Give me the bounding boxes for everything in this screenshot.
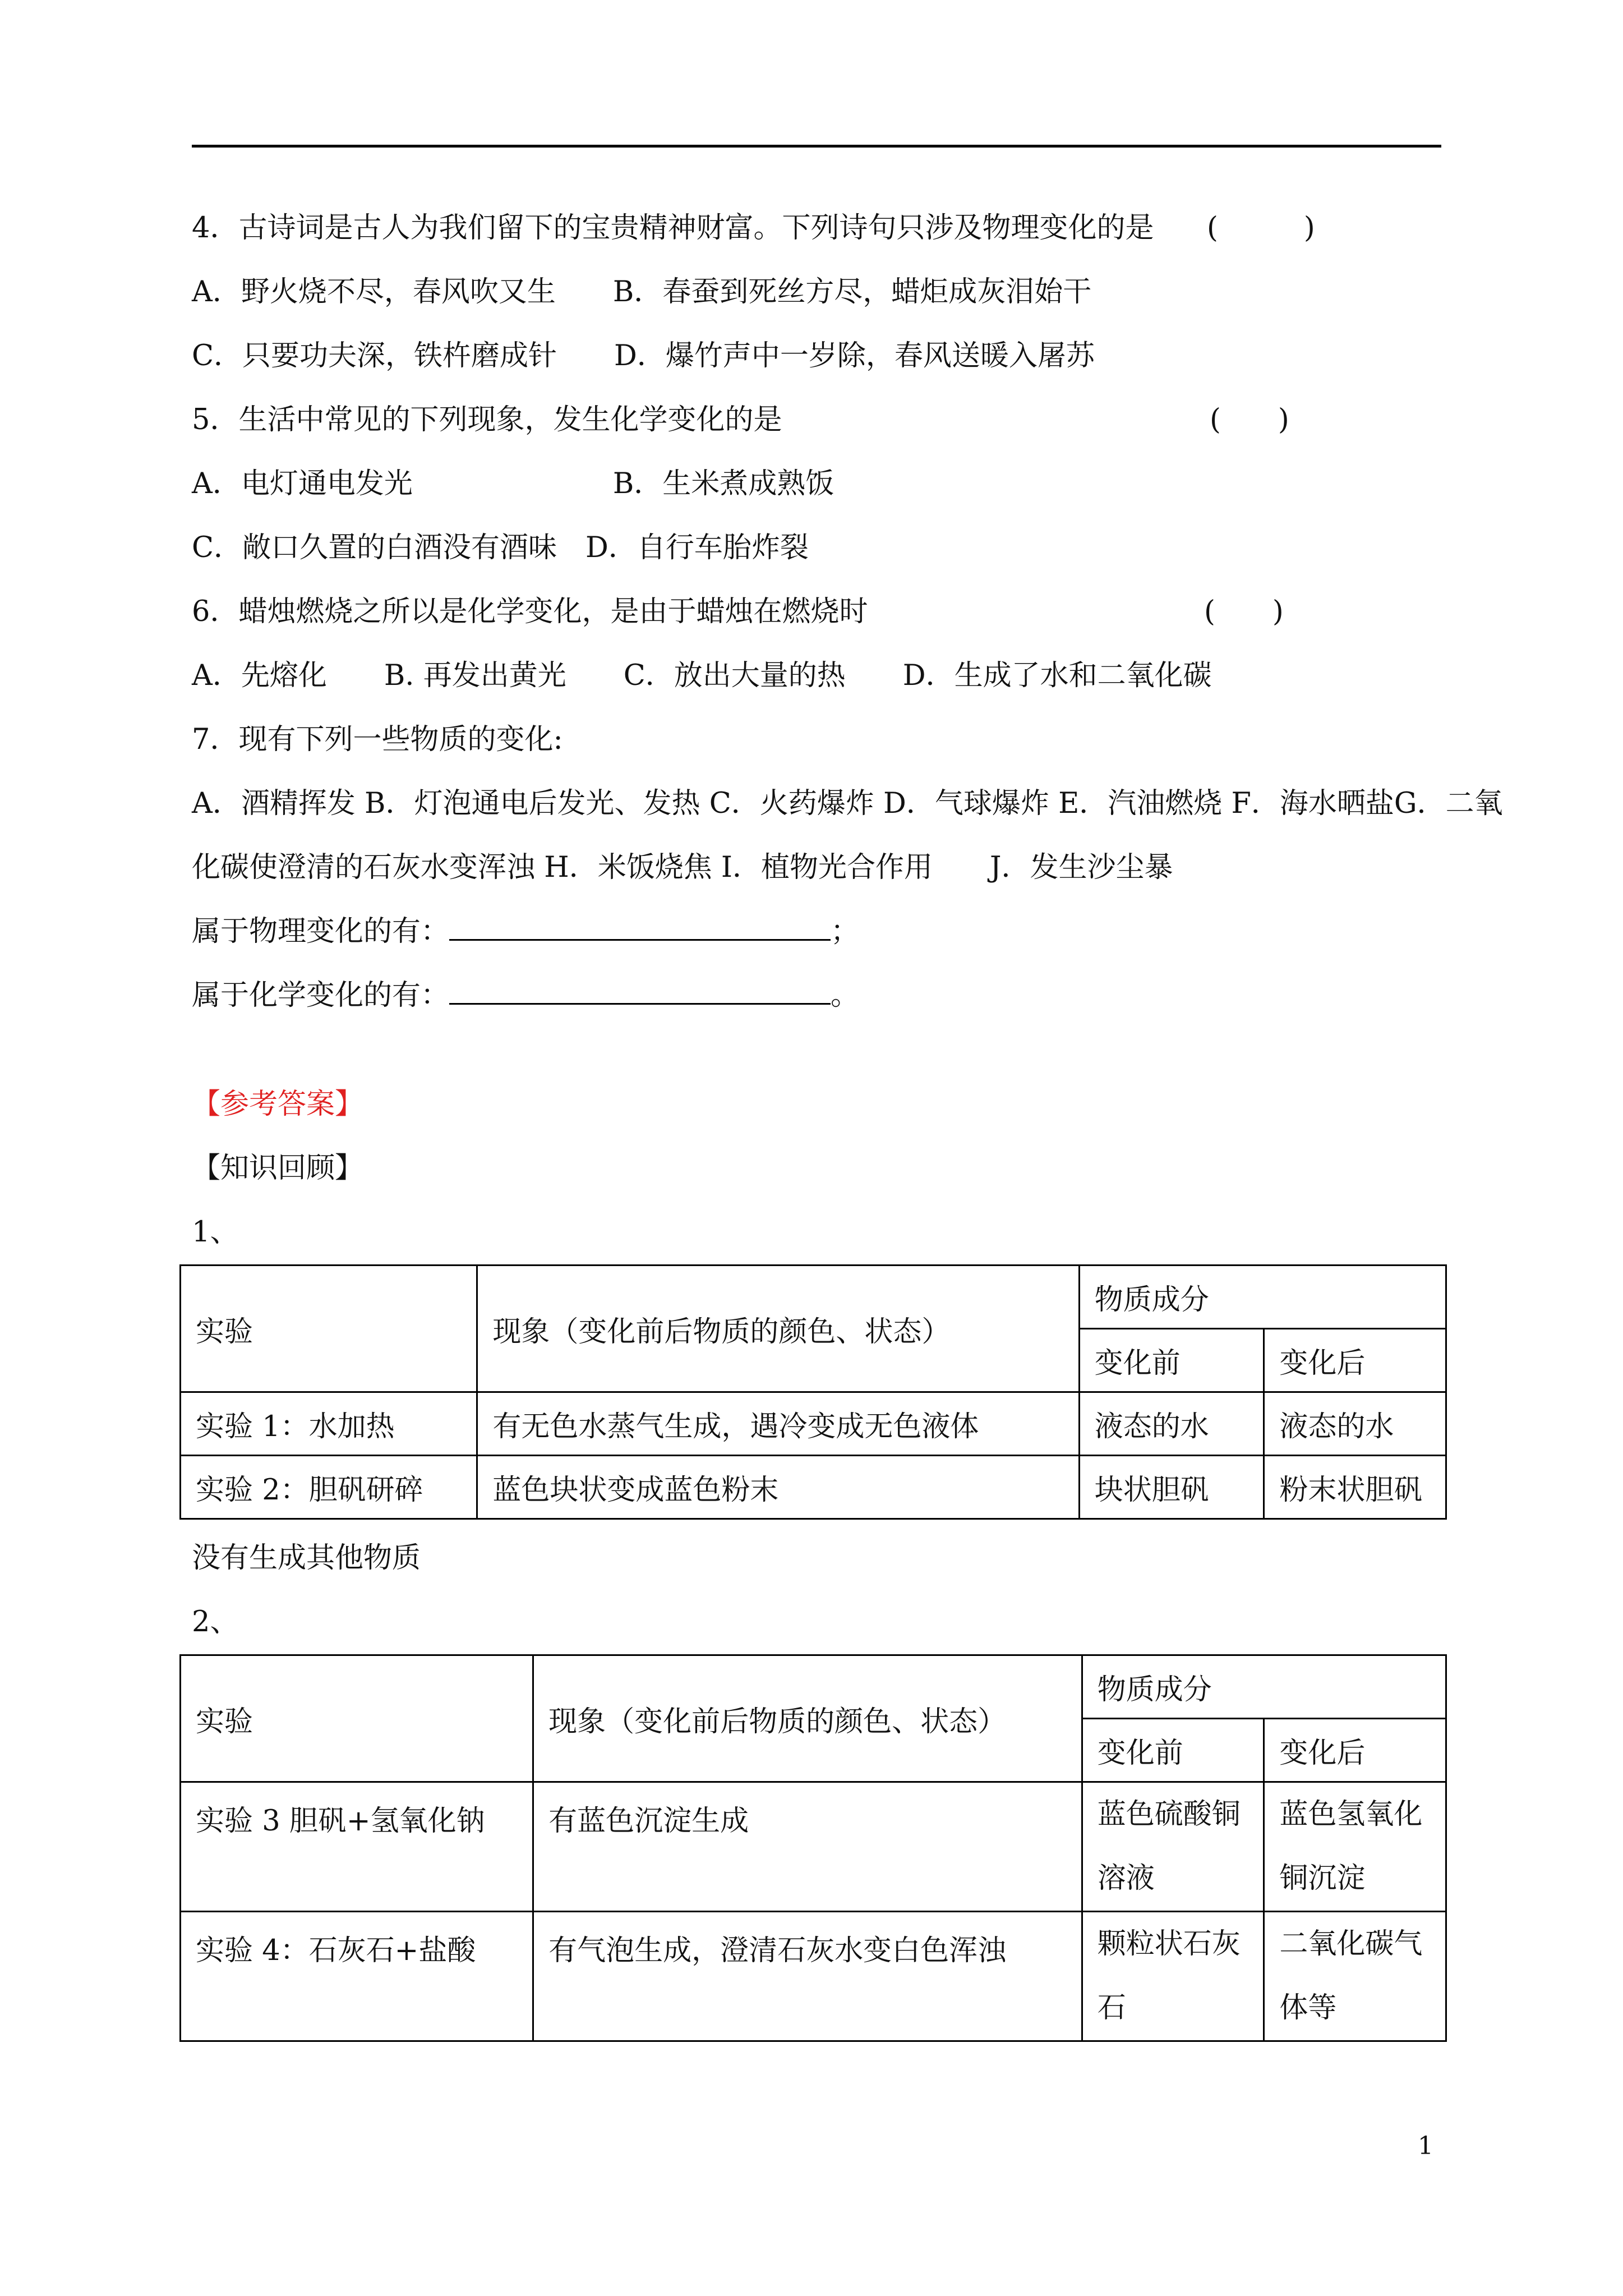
after-line-2: 铜沉淀 (1279, 1862, 1366, 1895)
chemical-change-blank[interactable] (449, 969, 831, 1005)
header-rule (192, 145, 1441, 148)
phenomenon-cell: 蓝色块状变成蓝色粉末 (477, 1456, 1079, 1519)
content (192, 196, 1503, 2042)
experiment-cell: 实验 3 胆矾+氢氧化钠 (181, 1782, 533, 1912)
after-cell (1264, 1912, 1446, 2041)
question-4-stem (192, 196, 1448, 260)
after-line-1: 蓝色氢氧化 (1279, 1798, 1423, 1831)
experiment-cell: 实验 1：水加热 (181, 1392, 477, 1456)
phenomenon-cell: 有气泡生成，澄清石灰水变白色浑浊 (533, 1912, 1082, 2041)
header-composition: 物质成分 (1079, 1266, 1446, 1329)
answer-parentheses: ( ) (1207, 211, 1315, 245)
chemical-change-label: 属于化学变化的有： (192, 979, 450, 1012)
conclusion-1: 没有生成其他物质 (192, 1542, 421, 1575)
header-phenomenon: 现象（变化前后物质的颜色、状态） (477, 1266, 1079, 1392)
header-experiment: 实验 (181, 1655, 533, 1782)
table-row (181, 1392, 1446, 1456)
table-row (181, 1782, 1446, 1912)
after-cell (1264, 1782, 1446, 1912)
question-5-options-ab: A．电灯通电发光 B．生米煮成熟饭 (192, 467, 834, 500)
after-cell: 液态的水 (1264, 1392, 1446, 1456)
physical-change-punct: ； (831, 915, 860, 948)
part-2-label: 2、 (192, 1605, 239, 1639)
chemical-change-answer-row (192, 964, 1448, 1028)
question-text: 5．生活中常见的下列现象，发生化学变化的是 (192, 403, 782, 436)
question-text: 4．古诗词是古人为我们留下的宝贵精神财富。下列诗句只涉及物理变化的是 (192, 211, 1154, 245)
question-4-options-cd: C．只要功夫深，铁杵磨成针 D．爆竹声中一岁除，春风送暖入屠苏 (192, 339, 1095, 372)
question-5-stem (192, 388, 1448, 452)
header-after: 变化后 (1264, 1329, 1446, 1392)
before-line-1: 蓝色硫酸铜 (1097, 1798, 1241, 1831)
physical-change-blank[interactable] (449, 905, 831, 941)
question-7-options-line2: 化碳使澄清的石灰水变浑浊 H．米饭烧焦 I．植物光合作用 J．发生沙尘暴 (192, 851, 1173, 884)
before-line-2: 石 (1097, 1991, 1126, 2024)
table-row (181, 1456, 1446, 1519)
answer-table-1 (179, 1264, 1447, 1520)
before-cell (1082, 1912, 1264, 2041)
phenomenon-cell: 有无色水蒸气生成，遇冷变成无色液体 (477, 1392, 1079, 1456)
header-before: 变化前 (1079, 1329, 1264, 1392)
physical-change-answer-row (192, 900, 1448, 964)
after-line-1: 二氧化碳气 (1279, 1927, 1423, 1961)
table-row (181, 1912, 1446, 2041)
question-5-options-cd: C．敞口久置的白酒没有酒味 D．自行车胎炸裂 (192, 531, 809, 564)
part-1-label: 1、 (192, 1216, 239, 1249)
question-6-options: A．先熔化 B. 再发出黄光 C．放出大量的热 D．生成了水和二氧化碳 (192, 659, 1212, 692)
answers-title: 【参考答案】 (192, 1088, 364, 1121)
header-before: 变化前 (1082, 1719, 1264, 1782)
after-line-2: 体等 (1279, 1991, 1337, 2024)
question-6-stem (192, 580, 1448, 644)
knowledge-review-heading: 【知识回顾】 (192, 1152, 364, 1185)
after-cell: 粉末状胆矾 (1264, 1456, 1446, 1519)
header-composition: 物质成分 (1082, 1655, 1446, 1719)
answer-parentheses: ( ) (1204, 595, 1284, 628)
question-7-options-line1: A．酒精挥发 B．灯泡通电后发光、发热 C．火药爆炸 D．气球爆炸 E．汽油燃烧 F．海水晒盐G．二氧 (192, 787, 1503, 820)
before-cell: 块状胆矾 (1079, 1456, 1264, 1519)
header-after: 变化后 (1264, 1719, 1446, 1782)
question-7-stem: 7．现有下列一些物质的变化: (192, 723, 563, 756)
answer-parentheses: ( ) (1210, 403, 1289, 436)
before-cell (1082, 1782, 1264, 1912)
header-experiment: 实验 (181, 1266, 477, 1392)
question-text: 6．蜡烛燃烧之所以是化学变化，是由于蜡烛在燃烧时 (192, 595, 868, 628)
page-number: 1 (1418, 2132, 1433, 2160)
chemical-change-punct: 。 (831, 979, 860, 1012)
physical-change-label: 属于物理变化的有： (192, 915, 450, 948)
question-4-options-ab: A．野火烧不尽，春风吹又生 B．春蚕到死丝方尽，蜡炬成灰泪始干 (192, 275, 1092, 309)
header-phenomenon: 现象（变化前后物质的颜色、状态） (533, 1655, 1082, 1782)
experiment-cell: 实验 4：石灰石+盐酸 (181, 1912, 533, 2041)
section-spacer (192, 1028, 1448, 1073)
before-line-2: 溶液 (1097, 1862, 1155, 1895)
experiment-cell: 实验 2：胆矾研碎 (181, 1456, 477, 1519)
before-cell: 液态的水 (1079, 1392, 1264, 1456)
before-line-1: 颗粒状石灰 (1097, 1927, 1241, 1961)
phenomenon-cell: 有蓝色沉淀生成 (533, 1782, 1082, 1912)
answer-table-2 (179, 1654, 1447, 2042)
